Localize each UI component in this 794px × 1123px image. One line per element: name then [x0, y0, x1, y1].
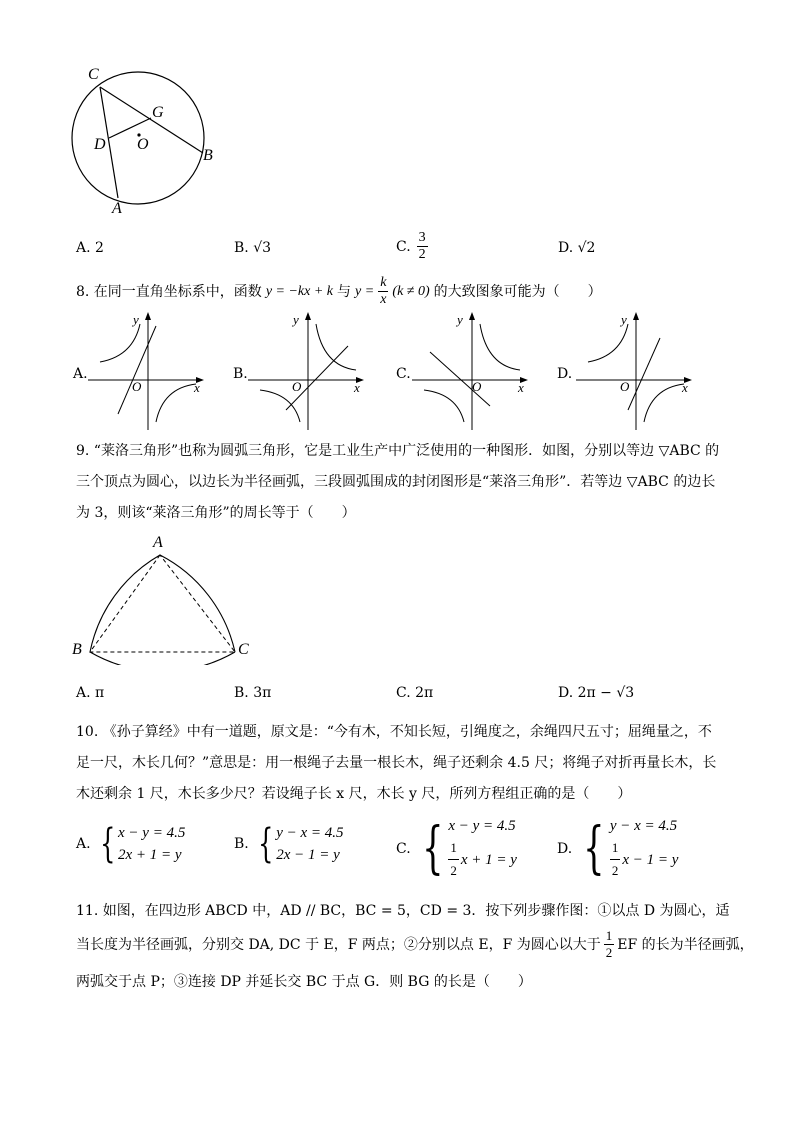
equation-system: { x − y = 4.5 2x + 1 = y	[99, 821, 186, 867]
q7-label-c: C	[88, 66, 99, 83]
svg-text:y: y	[133, 312, 139, 327]
q9-label-b: B	[72, 641, 82, 658]
eq-row-2-rest: x − 1 = y	[622, 851, 679, 868]
frac-den: x	[380, 292, 387, 307]
q11-fraction	[604, 928, 615, 961]
q7-option-c[interactable]	[396, 230, 428, 263]
svg-text:y: y	[457, 312, 463, 327]
q10-line3: 木还剩余 1 尺，木长多少尺？若设绳子长 x 尺，木长 y 尺，所列方程组正确的是（ ）	[76, 786, 632, 802]
q9-label-a: A	[153, 534, 163, 551]
triangle-abc	[90, 555, 235, 652]
q11-line2	[76, 928, 754, 961]
q10-line2: 足一尺，木长几何？”意思是：用一根绳子去量一根长木，绳子还剩余 4.5 尺；将绳子对折再量长木，长	[76, 755, 717, 771]
q8-func2-fraction	[378, 275, 388, 308]
q9-option-a[interactable]: A. π	[76, 685, 105, 701]
svg-text:x: x	[194, 380, 200, 395]
q11-line2-post: EF 的长为半径画弧，	[617, 936, 754, 953]
q11-line2-pre: 当长度为半径画弧，分别交 DA, DC 于 E，F 两点；②分别以点 E，F 为圆心以大于	[76, 936, 601, 953]
frac-den: 2	[605, 945, 613, 960]
q11-line3: 两弧交于点 P；③连接 DP 并延长交 BC 于点 G．则 BG 的长是（ ）	[76, 974, 532, 990]
q7-option-a[interactable]: A. 2	[76, 240, 104, 256]
q9-option-d[interactable]: D. 2π − √3	[558, 685, 635, 701]
frac-num: k	[380, 275, 387, 290]
q7-label-d: D	[94, 136, 106, 153]
svg-text:y: y	[293, 312, 299, 327]
q8-func2-cond: (k ≠ 0)	[392, 283, 430, 299]
svg-text:O: O	[292, 379, 302, 394]
q9-line2: 三个顶点为圆心，以边长为半径画弧，三段圆弧围成的封闭图形是“莱洛三角形”．若等边 ▽ABC 的边长	[76, 474, 716, 490]
q10-option-a-label: A.	[76, 836, 91, 852]
q10-line1: 10. 《孙子算经》中有一道题，原文是：“今有木，不知长短，引绳度之，余绳四尺五寸；屈绳量之，不	[76, 724, 712, 740]
q8-option-a-label[interactable]: A.	[73, 366, 88, 382]
svg-text:x: x	[682, 380, 688, 395]
eq-row-2: 2x − 1 = y	[276, 847, 340, 863]
eq-row-2: 2x + 1 = y	[118, 847, 182, 863]
eq-row-2	[610, 837, 679, 882]
segment-dg	[109, 118, 151, 138]
svg-text:O: O	[132, 379, 142, 394]
eq-fraction	[610, 837, 621, 882]
eq-row-1: x − y = 4.5	[118, 825, 186, 841]
eq-fraction	[448, 837, 459, 882]
svg-text:O: O	[620, 379, 630, 394]
q9-option-c[interactable]: C. 2π	[396, 685, 434, 701]
frac-num: 1	[610, 837, 621, 860]
q9-line1: 9. “莱洛三角形”也称为圆弧三角形，它是工业生产中广泛使用的一种图形．如图，分别以等边 ▽ABC 的	[76, 443, 720, 459]
equation-system: { x − y = 4.5 $\frac{1}{2}$ x + 1 = y	[421, 815, 517, 881]
q10-option-c[interactable]	[396, 815, 517, 882]
svg-text:x: x	[518, 380, 524, 395]
q10-option-c-label: C.	[396, 840, 411, 857]
q8-option-d-label[interactable]: D.	[557, 366, 573, 382]
svg-text:y: y	[621, 312, 627, 327]
q8-stem-mid: 与	[337, 283, 352, 300]
frac-num: 1	[448, 837, 459, 860]
q8-graph-b[interactable]	[248, 310, 368, 435]
eq-row-2-rest: x + 1 = y	[460, 851, 517, 868]
svg-text:x: x	[354, 380, 360, 395]
frac-den: 2	[450, 863, 457, 878]
q7-option-c-fraction	[417, 230, 428, 263]
q8-stem	[76, 275, 602, 308]
q8-stem-suffix: 的大致图象可能为（ ）	[433, 283, 602, 300]
q8-graph-d[interactable]	[576, 310, 696, 435]
eq-row-2	[448, 837, 517, 882]
q9-option-b[interactable]: B. 3π	[234, 685, 272, 701]
svg-text:O: O	[472, 379, 482, 394]
q10-option-d-label: D.	[557, 840, 573, 857]
frac-num: 3	[418, 230, 426, 245]
q9-line3: 为 3，则该“莱洛三角形”的周长等于（ ）	[76, 505, 356, 521]
q7-option-c-label: C.	[396, 238, 411, 255]
equation-system: { y − x = 4.5 2x − 1 = y	[257, 821, 344, 867]
q10-option-b[interactable]	[234, 822, 344, 866]
frac-den: 2	[611, 863, 619, 878]
q7-label-b: B	[203, 147, 213, 164]
eq-row-1: y − x = 4.5	[609, 818, 678, 834]
frac-den: 2	[418, 247, 426, 262]
q9-label-c: C	[238, 641, 249, 658]
q8-func1: y = −kx + k	[265, 283, 334, 299]
q8-graph-a[interactable]	[88, 310, 208, 435]
eq-row-1: x − y = 4.5	[448, 818, 516, 834]
q8-option-b-label[interactable]: B.	[233, 366, 248, 382]
q7-label-o: O	[137, 136, 149, 153]
q8-graph-c[interactable]	[412, 310, 532, 435]
q10-option-d[interactable]	[557, 815, 678, 882]
q7-option-d[interactable]: D. √2	[558, 240, 596, 256]
q8-func2-lhs: y =	[355, 283, 375, 299]
q8-stem-prefix: 8. 在同一直角坐标系中，函数	[76, 283, 262, 300]
frac-num: 1	[605, 928, 613, 943]
q10-option-b-label: B.	[234, 836, 249, 852]
q11-line1: 11. 如图，在四边形 ABCD 中，AD // BC，BC = 5，CD = 3．按下列步骤作图：①以点 D 为圆心，适	[76, 903, 730, 919]
reuleaux-arc-bc	[90, 652, 235, 665]
q10-option-a[interactable]	[76, 822, 185, 866]
q7-label-a: A	[112, 200, 122, 217]
q7-option-b[interactable]: B. √3	[234, 240, 272, 256]
q8-option-c-label[interactable]: C.	[396, 366, 411, 382]
q7-label-g: G	[152, 104, 164, 121]
equation-system: { y − x = 4.5 $\frac{1}{2}$ x − 1 = y	[583, 815, 679, 881]
eq-row-1: y − x = 4.5	[276, 825, 344, 841]
